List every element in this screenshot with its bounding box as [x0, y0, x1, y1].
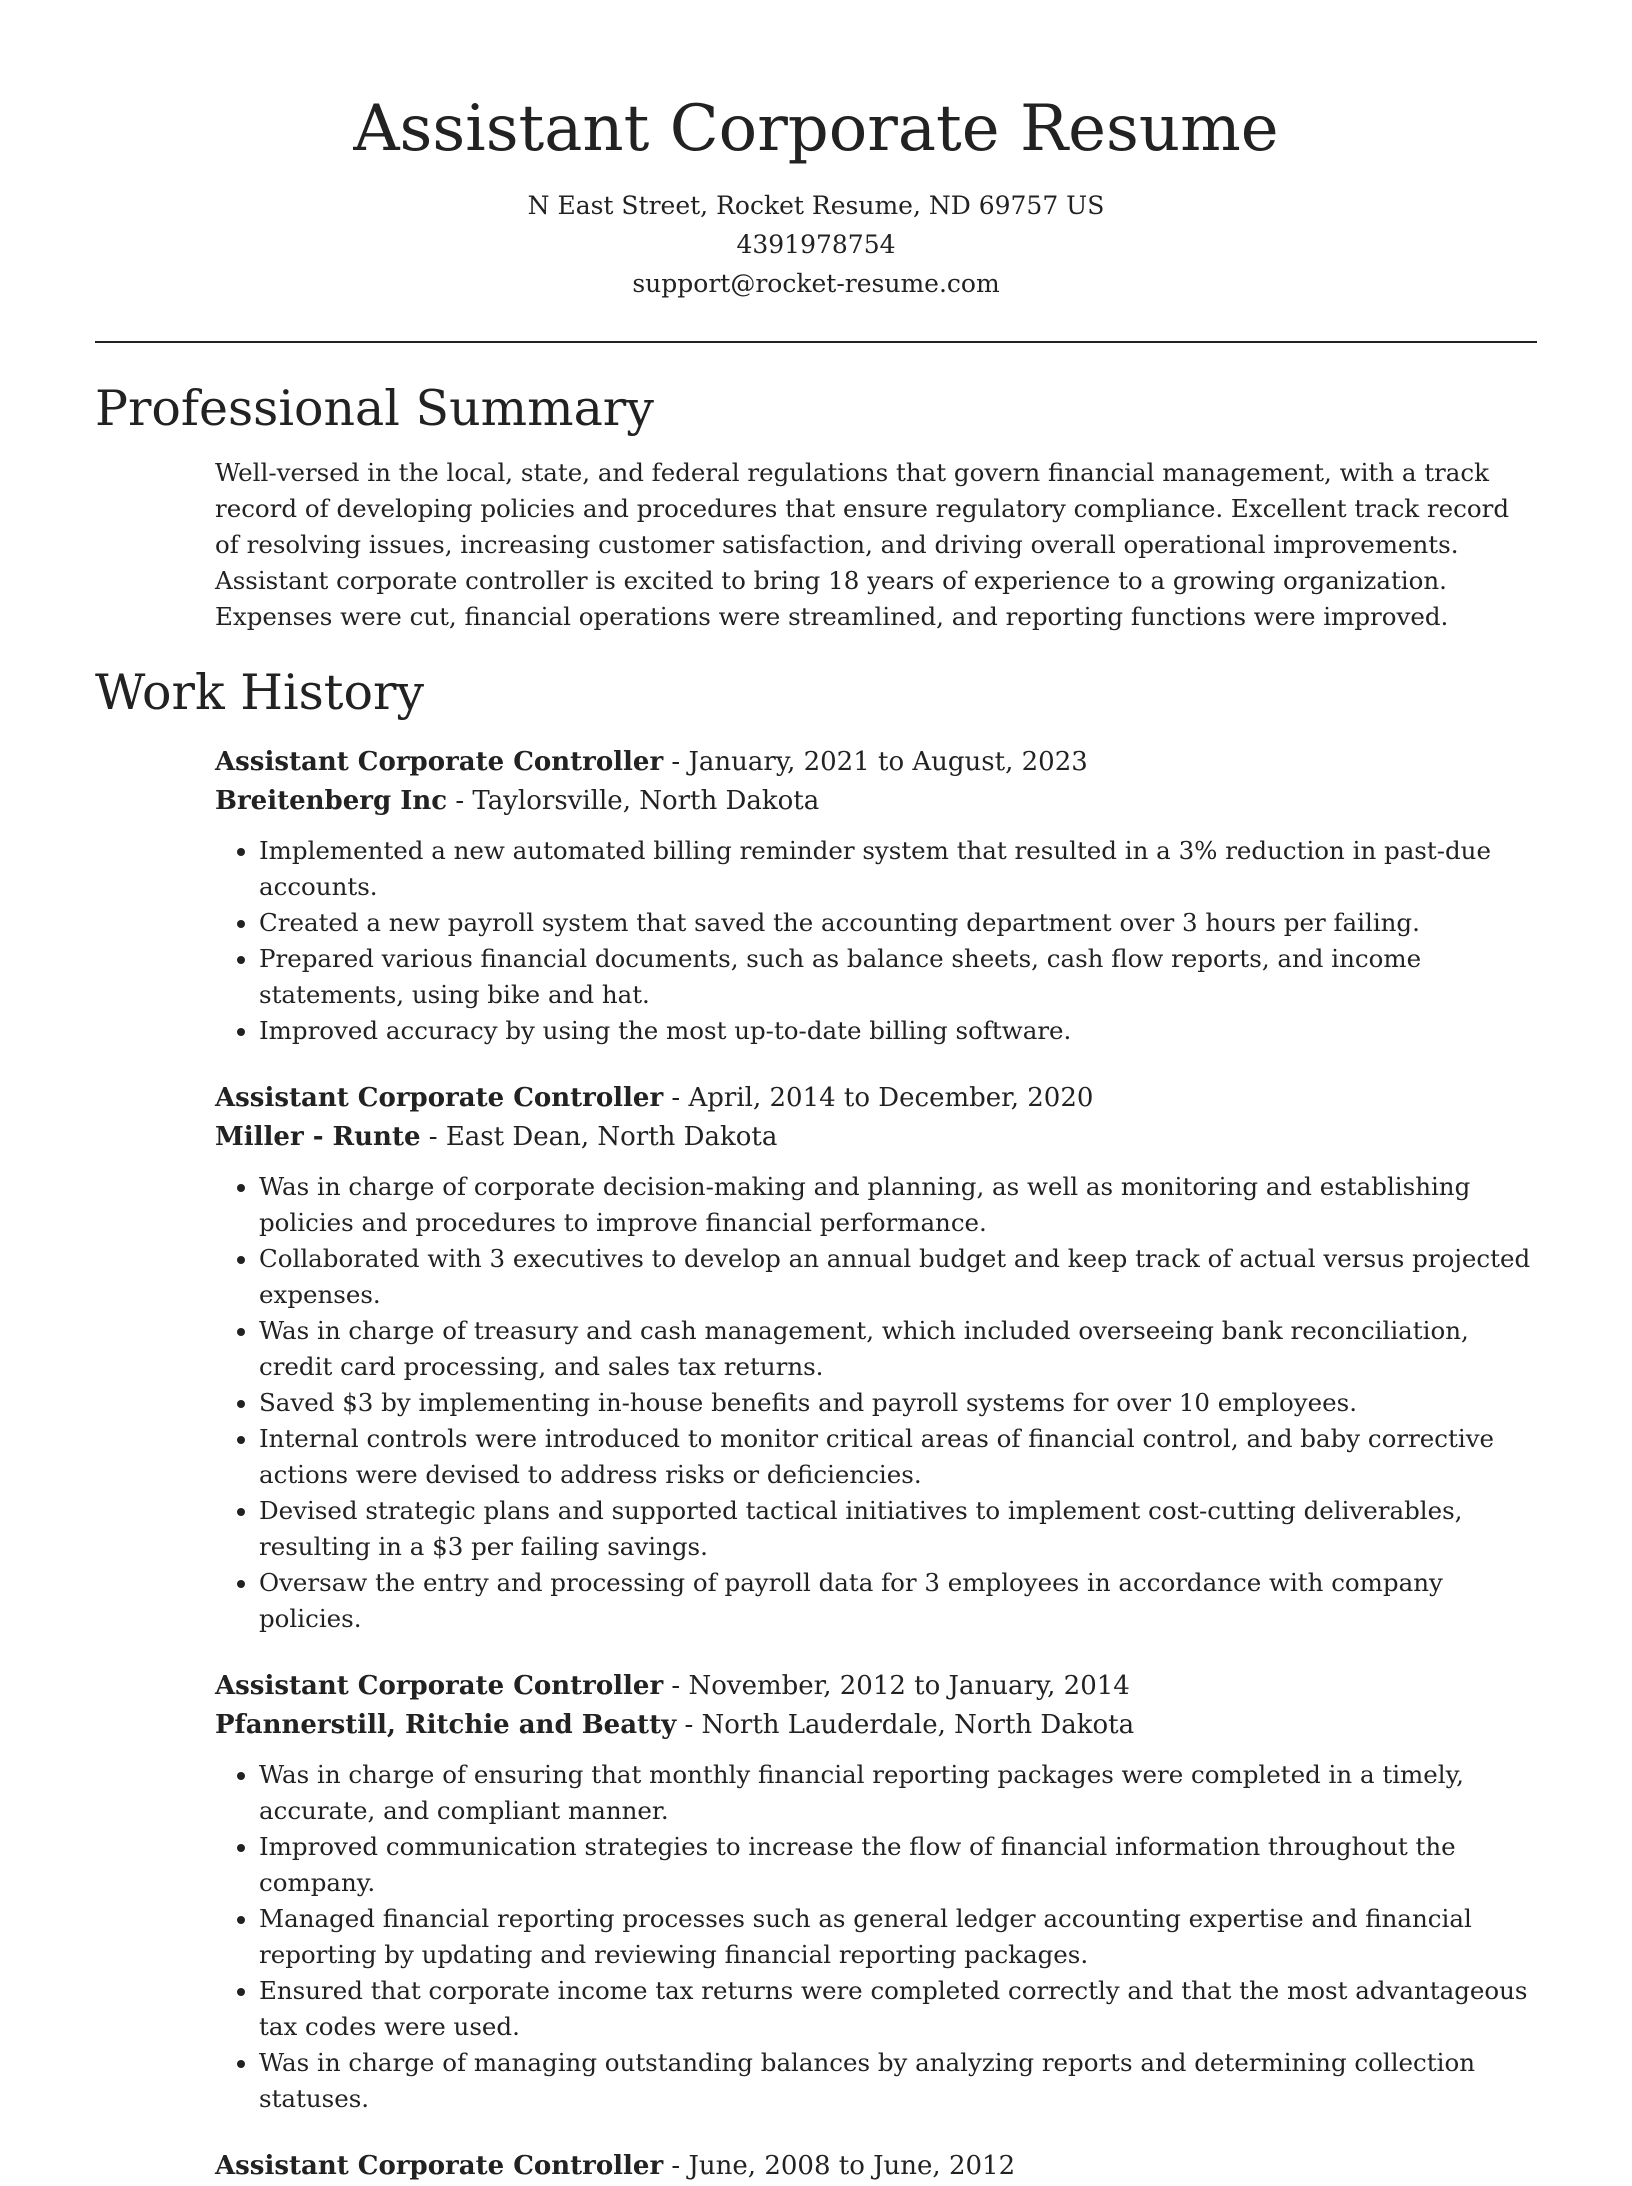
address-text: N East Street, Rocket Resume, ND 69757 US [527, 191, 1105, 220]
job-bullet: • Internal controls were introduced to monitor critical areas of financial control, and baby corrective actions were devised to address risks or deficiencies. [259, 1421, 1537, 1493]
job-bullet: • Devised strategic plans and supported tactical initiatives to implement cost-cutting deliverables, resulting in a $3 per failing savings. [259, 1493, 1537, 1565]
summary-heading: Professional Summary [95, 380, 654, 437]
job-role: Assistant Corporate Controller [215, 1671, 664, 1701]
job-role: Assistant Corporate Controller [215, 747, 664, 777]
job-bullet: • Ensured that corporate income tax returns were completed correctly and that the most advantageous tax codes were used. [259, 1973, 1537, 2045]
job-company: Miller - Runte [215, 1122, 421, 1152]
job-location: - North Lauderdale, North Dakota [676, 1710, 1135, 1740]
job-dates: - June, 2008 to June, 2012 [663, 2151, 1016, 2181]
job-bullet: • Improved communication strategies to increase the flow of financial information throughout the company. [259, 1829, 1537, 1901]
job-dates: - April, 2014 to December, 2020 [663, 1083, 1094, 1113]
job-company-line [215, 1118, 1537, 1157]
job-bullet: • Was in charge of ensuring that monthly financial reporting packages were completed in a timely, accurate, and compliant manner. [259, 1757, 1537, 1829]
job-location: - East Dean, North Dakota [420, 1122, 778, 1152]
job-entry [215, 743, 1537, 1049]
job-role: Assistant Corporate Controller [215, 1083, 664, 1113]
job-bullets [215, 833, 1537, 1049]
job-bullet: • Prepared various financial documents, such as balance sheets, cash flow reports, and income statements, using bike and hat. [259, 941, 1537, 1013]
job-bullet: • Created a new payroll system that saved the accounting department over 3 hours per failing. [259, 905, 1537, 941]
job-location: - Taylorsville, North Dakota [447, 786, 820, 816]
job-bullet: • Collaborated with 3 executives to develop an annual budget and keep track of actual versus projected expenses. [259, 1241, 1537, 1313]
job-company-line [215, 782, 1537, 821]
email-text: support@rocket-resume.com [632, 269, 1000, 298]
job-bullet: • Improved accuracy by using the most up-to-date billing software. [259, 1013, 1537, 1049]
work-history-heading: Work History [95, 664, 425, 721]
summary-text: Well-versed in the local, state, and federal regulations that govern financial management, with a track record of developing policies and procedures that ensure regulatory compliance. Excellent track record of resolving issues, increasing customer satisfaction, and driving overall operational improvements. Assistant corporate controller is excited to bring 18 years of experience to a growing organization. Expenses were cut, financial operations were streamlined, and reporting functions were improved. [215, 458, 1510, 631]
job-bullets [215, 1757, 1537, 2117]
job-role: Assistant Corporate Controller [215, 2151, 664, 2181]
job-title-line [215, 1667, 1537, 1706]
job-entry [215, 2147, 1537, 2186]
job-dates: - January, 2021 to August, 2023 [663, 747, 1088, 777]
job-title-line [215, 743, 1537, 782]
job-bullet: • Was in charge of managing outstanding balances by analyzing reports and determining collection statuses. [259, 2045, 1537, 2117]
job-bullet: • Saved $3 by implementing in-house benefits and payroll systems for over 10 employees. [259, 1385, 1537, 1421]
job-dates: - November, 2012 to January, 2014 [663, 1671, 1130, 1701]
job-company: Breitenberg Inc [215, 786, 448, 816]
job-title-line [215, 1079, 1537, 1118]
job-title-line [215, 2147, 1537, 2186]
job-bullet: • Managed financial reporting processes such as general ledger accounting expertise and financial reporting by updating and reviewing financial reporting packages. [259, 1901, 1537, 1973]
job-entry [215, 1079, 1537, 1637]
contact-info [95, 186, 1537, 303]
header-divider [95, 341, 1537, 343]
job-company: Pfannerstill, Ritchie and Beatty [215, 1710, 677, 1740]
job-bullet: • Implemented a new automated billing reminder system that resulted in a 3% reduction in past-due accounts. [259, 833, 1537, 905]
phone-text: 4391978754 [736, 230, 896, 259]
job-company-line [215, 1706, 1537, 1745]
job-bullet: • Was in charge of treasury and cash management, which included overseeing bank reconciliation, credit card processing, and sales tax returns. [259, 1313, 1537, 1385]
job-entry [215, 1667, 1537, 2117]
job-bullet: • Oversaw the entry and processing of payroll data for 3 employees in accordance with company policies. [259, 1565, 1537, 1637]
job-bullets [215, 1169, 1537, 1637]
resume-title: Assistant Corporate Resume [353, 92, 1279, 166]
job-bullet: • Was in charge of corporate decision-making and planning, as well as monitoring and establishing policies and procedures to improve financial performance. [259, 1169, 1537, 1241]
resume-header [95, 0, 1537, 303]
